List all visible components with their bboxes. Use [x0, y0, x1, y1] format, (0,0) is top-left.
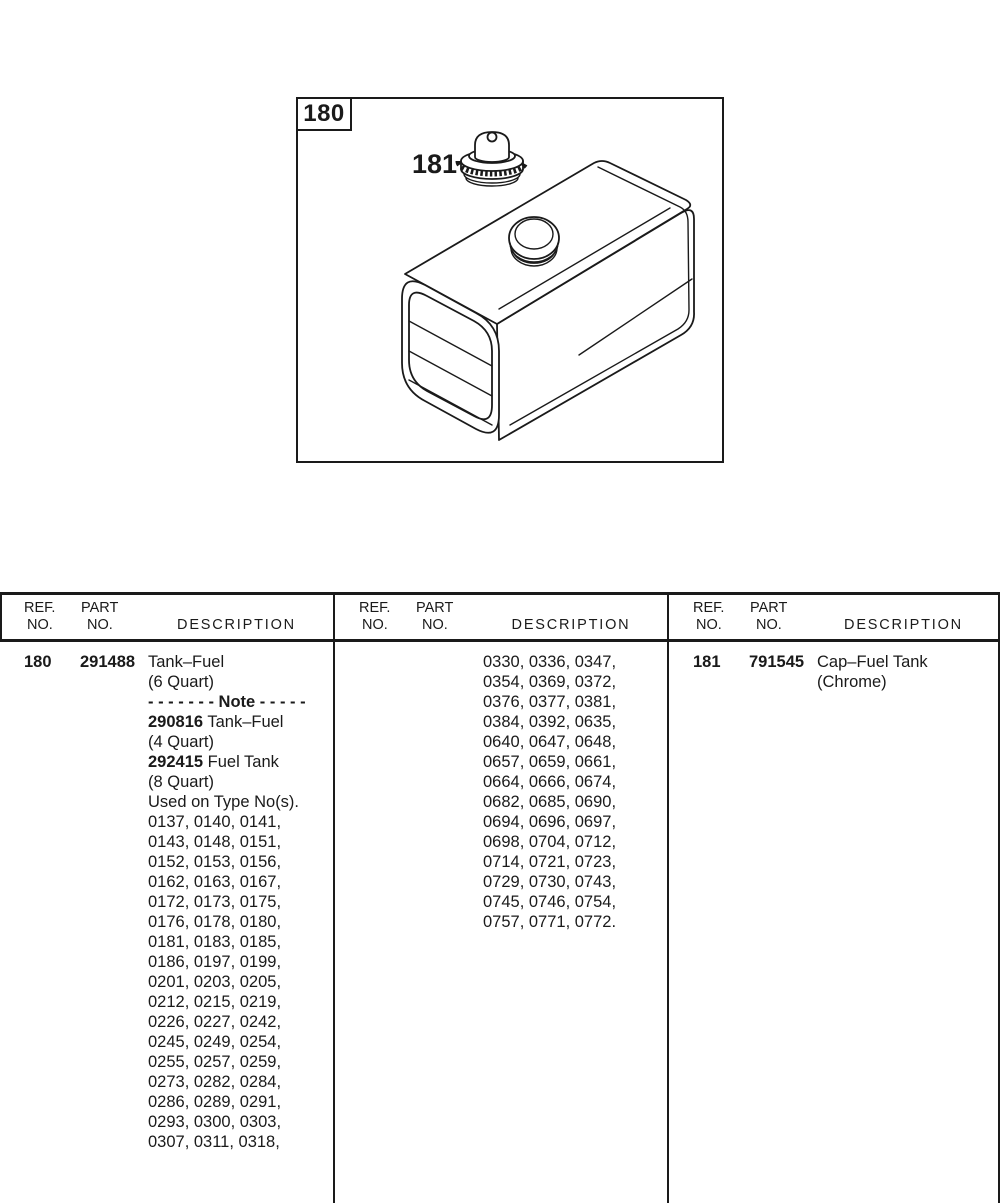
header-part-line2: NO.	[87, 617, 113, 633]
header-part-line1: PART	[416, 600, 454, 616]
description-line: 0286, 0289, 0291,	[148, 1093, 282, 1111]
description-line: - - - - - - - Note - - - - -	[148, 693, 306, 711]
header-ref-no	[24, 600, 80, 639]
header-ref-line2: NO.	[696, 617, 722, 633]
description-line: (6 Quart)	[148, 673, 215, 691]
description-line: (4 Quart)	[148, 733, 215, 751]
description-line: 0201, 0203, 0205,	[148, 973, 282, 991]
description-line: 0226, 0227, 0242,	[148, 1013, 282, 1031]
description-line: Tank–Fuel	[148, 653, 225, 671]
table-header-2	[335, 595, 667, 642]
header-ref-no	[359, 600, 415, 639]
parts-entry-180	[0, 642, 333, 1152]
description-line: 0245, 0249, 0254,	[148, 1033, 282, 1051]
description-line: 0694, 0696, 0697,	[483, 813, 617, 831]
header-part-line1: PART	[750, 600, 788, 616]
part-no-value: 291488	[80, 653, 136, 671]
description-line: 0255, 0257, 0259,	[148, 1053, 282, 1071]
description-line: 0640, 0647, 0648,	[483, 733, 617, 751]
header-ref-line2: NO.	[27, 617, 53, 633]
description-line: 290816 Tank–Fuel	[148, 713, 284, 731]
figure-number-label: 180	[296, 97, 352, 131]
header-description	[148, 600, 325, 639]
description-line: 0330, 0336, 0347,	[483, 653, 617, 671]
parts-panel-2	[333, 595, 667, 1203]
parts-entry-continued	[335, 642, 667, 932]
header-part-no	[80, 600, 148, 639]
cap-vent-hole	[488, 133, 497, 142]
description-line: 0354, 0369, 0372,	[483, 673, 617, 691]
description-cell	[483, 652, 663, 932]
header-description-label: DESCRIPTION	[511, 617, 631, 633]
header-part-no	[749, 600, 817, 639]
header-part-line2: NO.	[422, 617, 448, 633]
header-description-label: DESCRIPTION	[177, 617, 296, 633]
description-line: Cap–Fuel Tank	[817, 653, 928, 671]
header-description	[817, 600, 990, 639]
description-line: Used on Type No(s).	[148, 793, 300, 811]
description-line: (8 Quart)	[148, 773, 215, 791]
description-cell	[817, 652, 994, 692]
description-line: 0143, 0148, 0151,	[148, 833, 282, 851]
description-line: 0172, 0173, 0175,	[148, 893, 282, 911]
parts-panel-3	[667, 595, 998, 1203]
header-part-line1: PART	[81, 600, 119, 616]
description-line: 0664, 0666, 0674,	[483, 773, 617, 791]
description-line: 0384, 0392, 0635,	[483, 713, 617, 731]
description-line: 0212, 0215, 0219,	[148, 993, 282, 1011]
description-line: 0176, 0178, 0180,	[148, 913, 282, 931]
description-line: 0757, 0771, 0772.	[483, 913, 617, 931]
parts-panel-1	[0, 595, 333, 1203]
description-line: 0729, 0730, 0743,	[483, 873, 617, 891]
description-line: 0376, 0377, 0381,	[483, 693, 617, 711]
description-line: 0137, 0140, 0141,	[148, 813, 282, 831]
description-line: 0698, 0704, 0712,	[483, 833, 617, 851]
fuel-tank-illustration	[298, 99, 722, 461]
description-line: (Chrome)	[817, 673, 887, 691]
description-line: 0273, 0282, 0284,	[148, 1073, 282, 1091]
description-line: 0745, 0746, 0754,	[483, 893, 617, 911]
description-line: 0657, 0659, 0661,	[483, 753, 617, 771]
cap-callout-label: 181	[412, 149, 458, 179]
description-line: 0186, 0197, 0199,	[148, 953, 282, 971]
description-line: 0152, 0153, 0156,	[148, 853, 282, 871]
fuel-cap	[461, 132, 523, 186]
ref-no-value: 180	[24, 653, 52, 671]
table-header-1	[0, 595, 333, 642]
header-ref-line1: REF.	[693, 600, 725, 616]
parts-table	[0, 592, 1000, 1203]
ref-no-value: 181	[693, 653, 721, 671]
part-no-value: 791545	[749, 653, 805, 671]
description-line: 0307, 0311, 0318,	[148, 1133, 280, 1151]
header-ref-line1: REF.	[359, 600, 391, 616]
header-description	[483, 600, 659, 639]
parts-entry-181	[669, 642, 998, 692]
description-line: 0181, 0183, 0185,	[148, 933, 282, 951]
header-part-line2: NO.	[756, 617, 782, 633]
description-line: 0162, 0163, 0167,	[148, 873, 282, 891]
description-line: 292415 Fuel Tank	[148, 753, 279, 771]
header-ref-line1: REF.	[24, 600, 56, 616]
header-ref-no	[693, 600, 749, 639]
header-description-label: DESCRIPTION	[844, 617, 963, 633]
description-cell	[148, 652, 329, 1152]
table-header-3	[669, 595, 998, 642]
header-ref-line2: NO.	[362, 617, 388, 633]
description-line: 0682, 0685, 0690,	[483, 793, 617, 811]
header-part-no	[415, 600, 483, 639]
description-line: 0714, 0721, 0723,	[483, 853, 617, 871]
description-line: 0293, 0300, 0303,	[148, 1113, 282, 1131]
figure-box	[296, 97, 724, 463]
